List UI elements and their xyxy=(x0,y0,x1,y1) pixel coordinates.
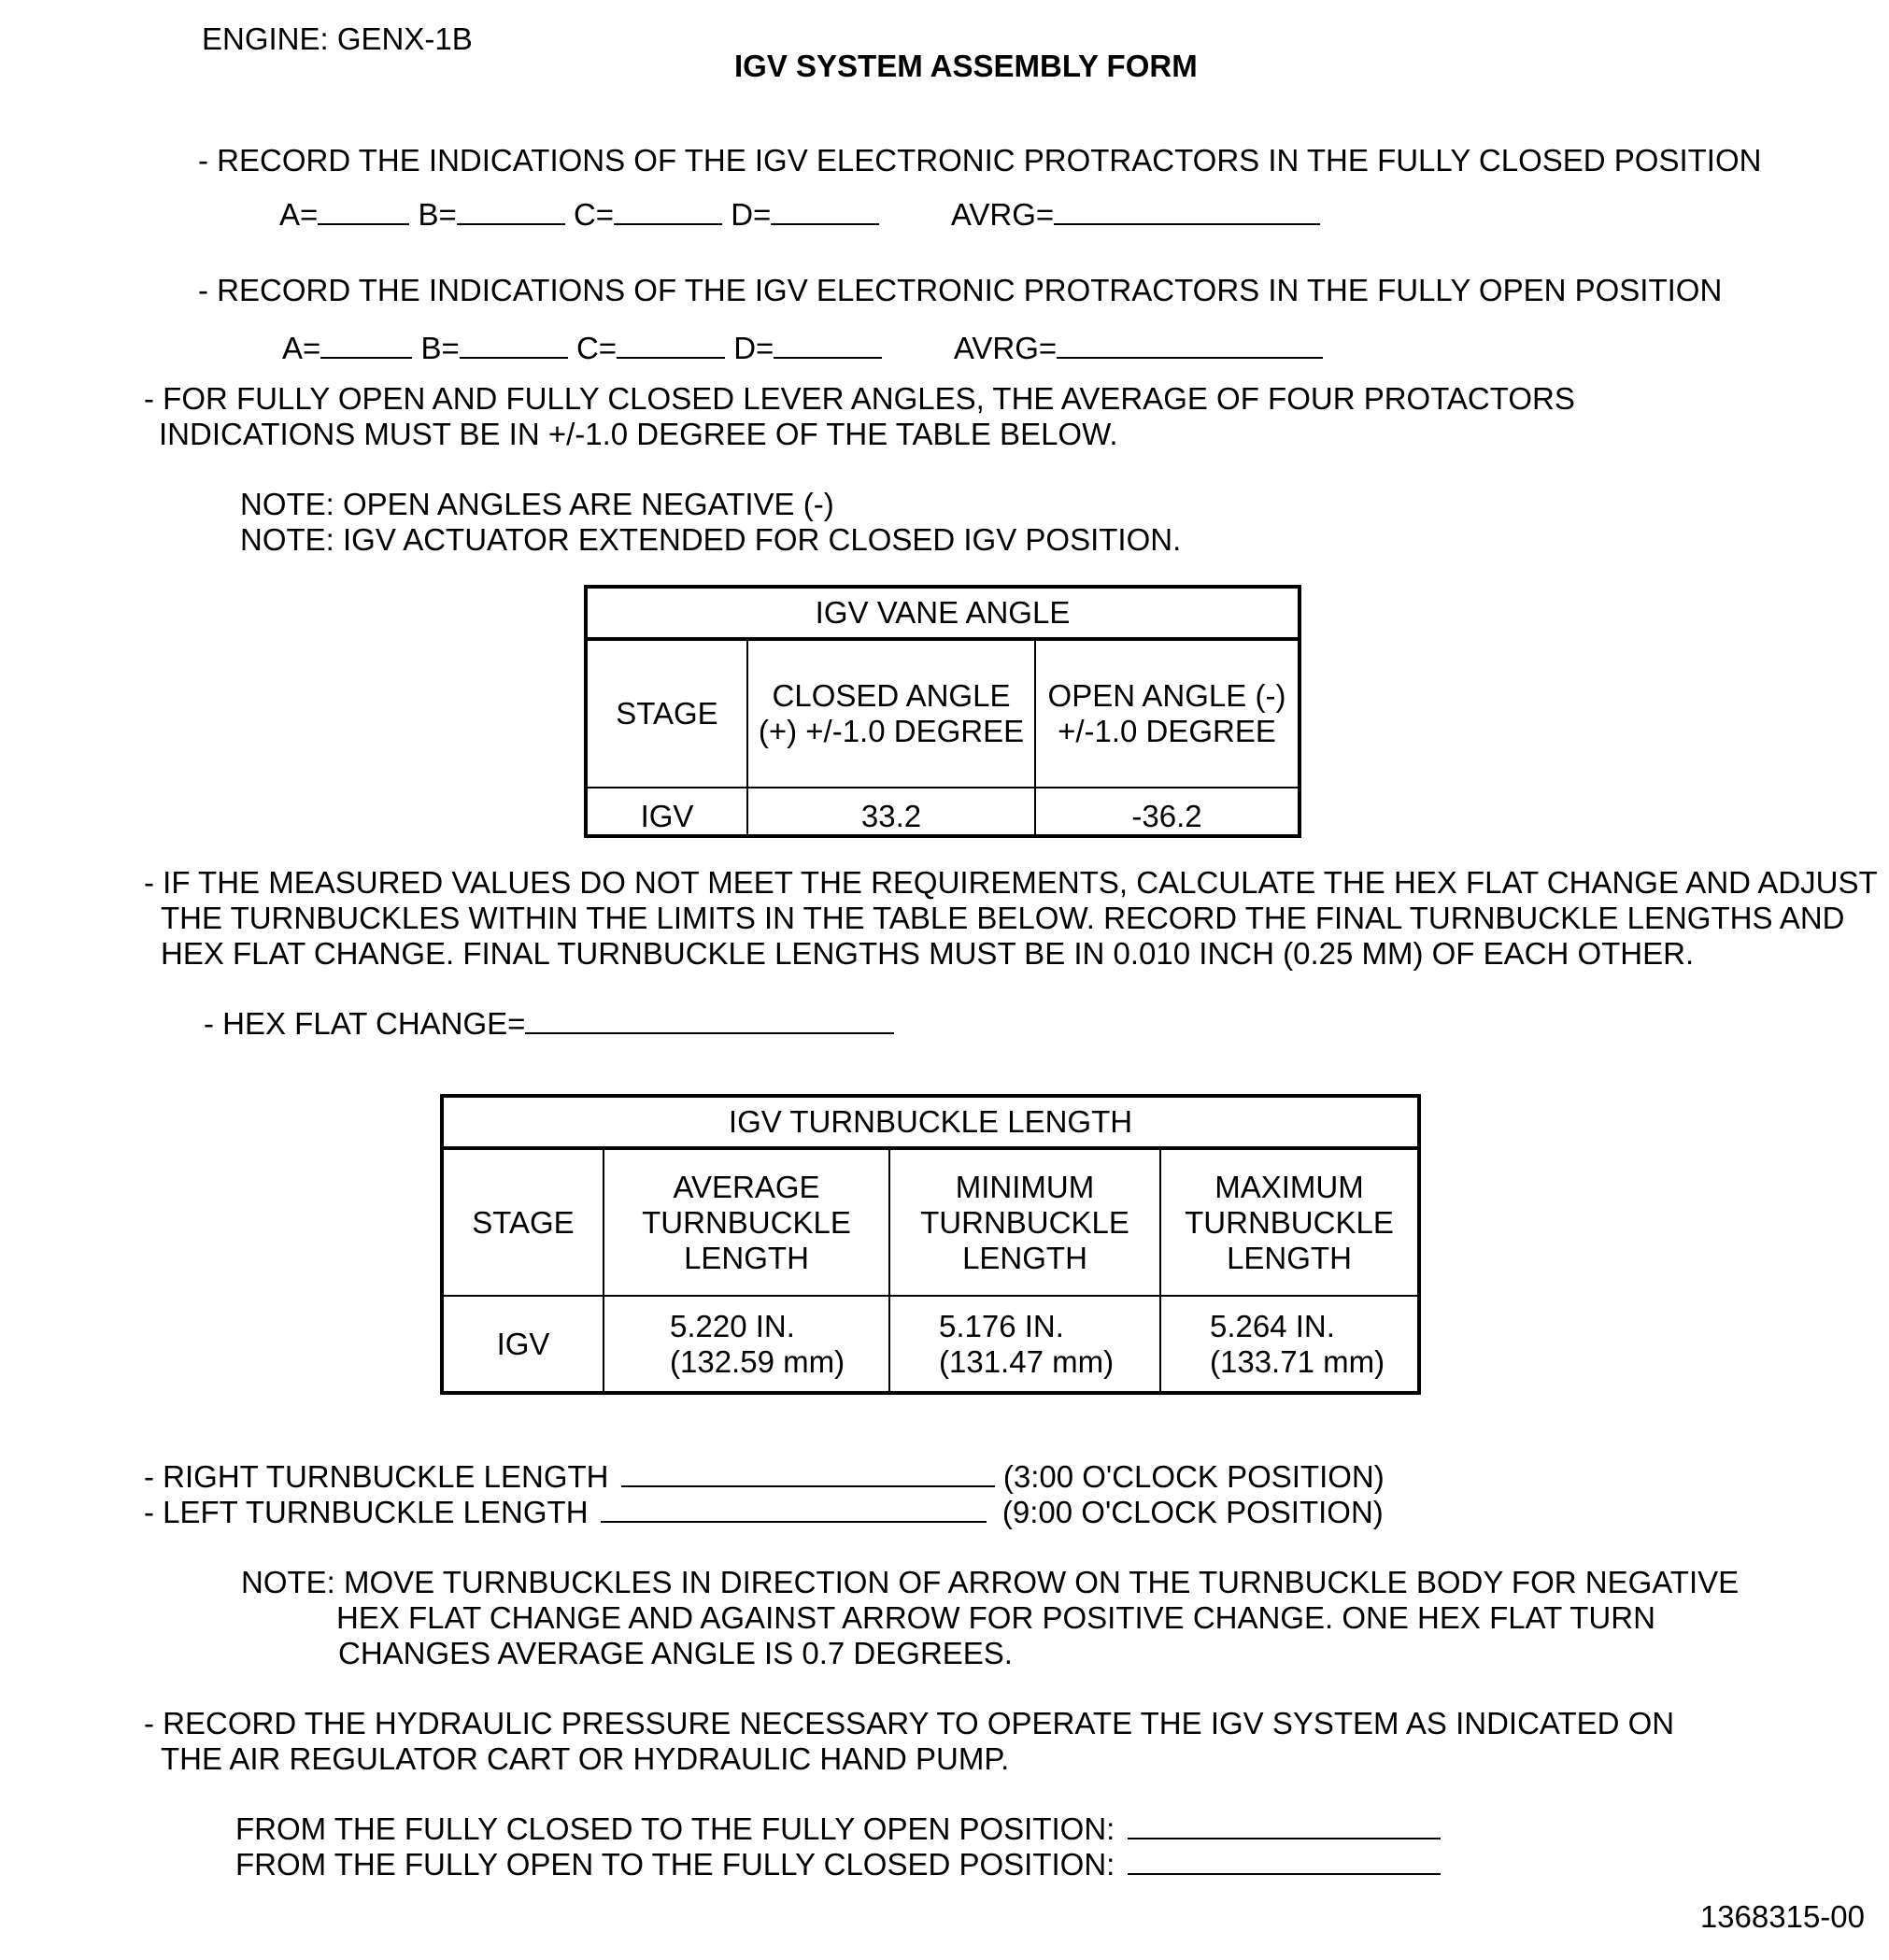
pressure-open-to-closed-field[interactable] xyxy=(1128,1847,1441,1875)
pressure-rule-line1: - RECORD THE HYDRAULIC PRESSURE NECESSARY TO OPERATE THE IGV SYSTEM AS INDICATED ON xyxy=(144,1706,1675,1740)
turnbuckle-average-in: 5.220 IN. xyxy=(670,1308,795,1343)
open-avrg-field[interactable] xyxy=(1057,331,1323,359)
turnbuckle-col-average-line1: AVERAGE xyxy=(673,1169,820,1204)
right-turnbuckle-field[interactable] xyxy=(621,1459,995,1487)
form-title: IGV SYSTEM ASSEMBLY FORM xyxy=(734,49,1198,83)
turnbuckle-row-minimum xyxy=(889,1296,1160,1393)
left-turnbuckle-label: - LEFT TURNBUCKLE LENGTH xyxy=(144,1495,589,1529)
vane-col-closed xyxy=(747,639,1035,788)
vane-row-stage: IGV xyxy=(586,788,747,836)
closed-d-label: D= xyxy=(731,197,772,232)
hex-flat-change-row xyxy=(204,1006,894,1042)
closed-c-field[interactable] xyxy=(614,197,722,225)
left-turnbuckle-row xyxy=(144,1495,1384,1530)
adjust-rule-line2: THE TURNBUCKLES WITHIN THE LIMITS IN THE TABLE BELOW. RECORD THE FINAL TURNBUCKLE LENGTHS AND xyxy=(161,901,1845,935)
pressure-open-to-closed-label: FROM THE FULLY OPEN TO THE FULLY CLOSED POSITION: xyxy=(235,1847,1115,1882)
open-d-field[interactable] xyxy=(774,331,882,359)
closed-a-field[interactable] xyxy=(318,197,409,225)
closed-readings-row xyxy=(279,197,1320,233)
vane-col-stage: STAGE xyxy=(586,639,747,788)
turnbuckle-col-maximum-line2: TURNBUCKLE xyxy=(1185,1204,1394,1240)
closed-a-label: A= xyxy=(279,197,319,232)
left-turnbuckle-field[interactable] xyxy=(601,1495,987,1523)
turnbuckle-col-maximum xyxy=(1160,1148,1419,1296)
vane-col-open xyxy=(1035,639,1300,788)
open-readings-row xyxy=(282,331,1323,366)
turnbuckle-col-average xyxy=(604,1148,889,1296)
closed-c-label: C= xyxy=(573,197,615,232)
hex-flat-change-field[interactable] xyxy=(525,1006,894,1034)
turnbuckle-col-minimum xyxy=(889,1148,1160,1296)
closed-instruction: - RECORD THE INDICATIONS OF THE IGV ELECTRONIC PROTRACTORS IN THE FULLY CLOSED POSITION xyxy=(198,143,1762,178)
open-b-label: B= xyxy=(420,331,460,365)
right-turnbuckle-row xyxy=(144,1459,1385,1495)
vane-table-title: IGV VANE ANGLE xyxy=(586,587,1300,639)
open-c-field[interactable] xyxy=(617,331,725,359)
open-instruction: - RECORD THE INDICATIONS OF THE IGV ELECTRONIC PROTRACTORS IN THE FULLY OPEN POSITION xyxy=(198,273,1723,307)
note-turnbuckle-direction-line3: CHANGES AVERAGE ANGLE IS 0.7 DEGREES. xyxy=(338,1636,1013,1670)
open-d-label: D= xyxy=(733,331,774,365)
hex-flat-change-label: - HEX FLAT CHANGE= xyxy=(204,1006,526,1041)
open-c-label: C= xyxy=(575,331,618,365)
note-open-angles: NOTE: OPEN ANGLES ARE NEGATIVE (-) xyxy=(240,487,834,521)
turnbuckle-row-stage: IGV xyxy=(442,1296,604,1393)
note-actuator-extended: NOTE: IGV ACTUATOR EXTENDED FOR CLOSED IGV POSITION. xyxy=(240,522,1182,557)
engine-label: ENGINE: GENX-1B xyxy=(202,21,473,56)
turnbuckle-maximum-in: 5.264 IN. xyxy=(1210,1308,1335,1343)
closed-b-label: B= xyxy=(418,197,457,232)
closed-d-field[interactable] xyxy=(771,197,879,225)
vane-row-closed: 33.2 xyxy=(747,788,1035,836)
open-a-label: A= xyxy=(282,331,321,365)
turnbuckle-length-table xyxy=(440,1094,1421,1395)
turnbuckle-col-minimum-line1: MINIMUM xyxy=(955,1169,1095,1204)
note-turnbuckle-direction-line1: NOTE: MOVE TURNBUCKLES IN DIRECTION OF ARROW ON THE TURNBUCKLE BODY FOR NEGATIVE xyxy=(241,1565,1740,1599)
open-b-field[interactable] xyxy=(460,331,568,359)
pressure-closed-to-open-row xyxy=(235,1811,1441,1847)
closed-avrg-label: AVRG= xyxy=(950,197,1055,232)
turnbuckle-col-maximum-line3: LENGTH xyxy=(1227,1240,1352,1275)
vane-col-closed-line2: (+) +/-1.0 DEGREE xyxy=(758,714,1025,748)
turnbuckle-average-mm: (132.59 mm) xyxy=(670,1343,845,1379)
open-avrg-label: AVRG= xyxy=(953,331,1058,365)
turnbuckle-table-title: IGV TURNBUCKLE LENGTH xyxy=(442,1096,1419,1148)
vane-col-closed-line1: CLOSED ANGLE xyxy=(772,678,1011,713)
vane-row-open: -36.2 xyxy=(1035,788,1300,836)
turnbuckle-minimum-mm: (131.47 mm) xyxy=(939,1343,1115,1379)
pressure-closed-to-open-field[interactable] xyxy=(1128,1811,1441,1839)
turnbuckle-col-minimum-line3: LENGTH xyxy=(962,1240,1087,1275)
turnbuckle-col-minimum-line2: TURNBUCKLE xyxy=(920,1204,1129,1240)
closed-b-field[interactable] xyxy=(457,197,565,225)
vane-angle-table xyxy=(584,585,1301,838)
table-row xyxy=(586,788,1300,836)
pressure-open-to-closed-row xyxy=(235,1847,1441,1882)
average-rule-line1: - FOR FULLY OPEN AND FULLY CLOSED LEVER ANGLES, THE AVERAGE OF FOUR PROTACTORS xyxy=(144,381,1575,416)
vane-col-open-line1: OPEN ANGLE (-) xyxy=(1047,678,1286,713)
turnbuckle-row-maximum xyxy=(1160,1296,1419,1393)
right-turnbuckle-label: - RIGHT TURNBUCKLE LENGTH xyxy=(144,1459,609,1494)
pressure-closed-to-open-label: FROM THE FULLY CLOSED TO THE FULLY OPEN POSITION: xyxy=(235,1811,1115,1846)
note-turnbuckle-direction-line2: HEX FLAT CHANGE AND AGAINST ARROW FOR POSITIVE CHANGE. ONE HEX FLAT TURN xyxy=(336,1600,1655,1635)
turnbuckle-col-stage: STAGE xyxy=(442,1148,604,1296)
left-turnbuckle-position: (9:00 O'CLOCK POSITION) xyxy=(1001,1495,1384,1529)
table-row xyxy=(442,1296,1419,1393)
pressure-rule-line2: THE AIR REGULATOR CART OR HYDRAULIC HAND PUMP. xyxy=(161,1741,1010,1776)
turnbuckle-col-average-line2: TURNBUCKLE xyxy=(642,1204,851,1240)
adjust-rule-line1: - IF THE MEASURED VALUES DO NOT MEET THE REQUIREMENTS, CALCULATE THE HEX FLAT CHANGE AND ADJUST xyxy=(144,865,1878,900)
turnbuckle-col-maximum-line1: MAXIMUM xyxy=(1214,1169,1364,1204)
average-rule-line2: INDICATIONS MUST BE IN +/-1.0 DEGREE OF THE TABLE BELOW. xyxy=(159,417,1118,451)
adjust-rule-line3: HEX FLAT CHANGE. FINAL TURNBUCKLE LENGTHS MUST BE IN 0.010 INCH (0.25 MM) OF EACH OTHER. xyxy=(161,936,1695,971)
turnbuckle-maximum-mm: (133.71 mm) xyxy=(1210,1343,1385,1379)
turnbuckle-row-average xyxy=(604,1296,889,1393)
closed-avrg-field[interactable] xyxy=(1054,197,1320,225)
figure-number: 1368315-00 xyxy=(1699,1899,1865,1934)
turnbuckle-minimum-in: 5.176 IN. xyxy=(939,1308,1064,1343)
turnbuckle-col-average-line3: LENGTH xyxy=(684,1240,809,1275)
vane-col-open-line2: +/-1.0 DEGREE xyxy=(1058,714,1276,748)
right-turnbuckle-position: (3:00 O'CLOCK POSITION) xyxy=(1002,1459,1385,1494)
open-a-field[interactable] xyxy=(320,331,412,359)
